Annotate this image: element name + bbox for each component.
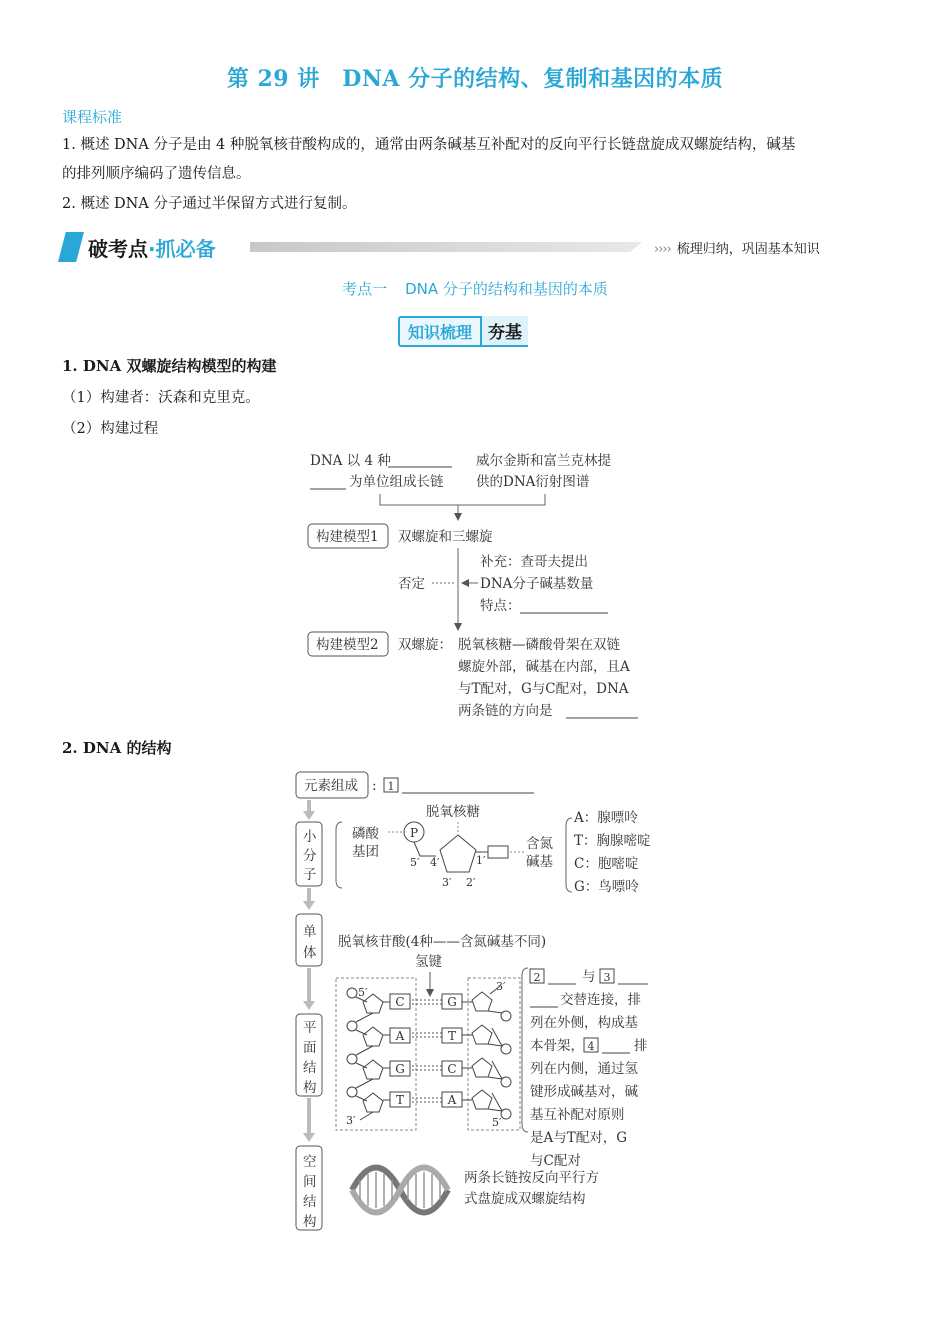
sugar-pentagon-icon — [440, 835, 476, 872]
right-base-2: T — [447, 1029, 457, 1043]
flow1-box1: 构建模型1 — [316, 529, 379, 545]
flow2-r4: 本骨架， — [530, 1038, 584, 1054]
flow2-sp1: 两条长链按反向平行方 — [464, 1170, 599, 1186]
flow2-p: P — [409, 826, 419, 840]
page-title: 第 29 讲 DNA 分子的结构、复制和基因的本质 — [226, 66, 724, 92]
svg-text:空: 空 — [303, 1154, 317, 1170]
flow1-d1: 脱氧核糖—磷酸骨架在双链 — [458, 637, 620, 653]
flow2-p1: 1′ — [476, 854, 486, 867]
standard-line-1: 1. 概述 DNA 分子是由 4 种脱氧核苷酸构成的，通常由两条碱基互补配对的反向平行长链盘旋成双螺旋结构，碱基 — [62, 137, 796, 153]
flow2-mono: 脱氧核苷酸(4种——含氮碱基不同) — [338, 934, 547, 950]
kaodian-number: 考点一 — [342, 280, 388, 298]
flow2-r3: 列在外侧，构成基 — [530, 1015, 638, 1031]
standard-line-2: 的排列顺序编码了遗传信息。 — [62, 166, 251, 182]
flow1-t2a: 威尔金斯和富兰克林提 — [476, 453, 611, 469]
right-base-1: G — [447, 995, 457, 1009]
standard-label: 课程标准 — [62, 108, 123, 126]
sugar-icon — [363, 1093, 383, 1112]
banner-arrows-icon: ›››› — [654, 242, 671, 257]
left-strand — [347, 988, 383, 1120]
flow2-p3: 3′ — [442, 876, 452, 889]
phosphate-icon — [347, 1021, 357, 1031]
s1-heading: 1. DNA 双螺旋结构模型的构建 — [62, 357, 277, 375]
left-base-4: T — [395, 1093, 405, 1107]
flow2-r8: 是A与T配对，G — [530, 1130, 628, 1146]
base-a: A：腺嘌呤 — [574, 810, 638, 826]
flow1-neg: 否定 — [398, 576, 425, 592]
svg-text:面: 面 — [303, 1040, 317, 1056]
flow1-t2b: 供的DNA衍射图谱 — [476, 474, 590, 490]
left-base-3: G — [395, 1062, 405, 1076]
svg-text:间: 间 — [303, 1174, 317, 1190]
svg-text:小: 小 — [303, 829, 317, 845]
banner-dot: · — [148, 237, 156, 261]
flow2-nb1: 含氮 — [526, 836, 553, 852]
svg-text:平: 平 — [303, 1020, 317, 1036]
flow2-nb2: 碱基 — [526, 854, 553, 870]
base-rect-icon — [488, 846, 508, 858]
svg-text:子: 子 — [303, 867, 317, 883]
flow1-sup3: 特点： — [480, 598, 521, 614]
phosphate-icon — [347, 1087, 357, 1097]
sugar-icon — [472, 1025, 492, 1044]
zhishi-rest: 夯基 — [482, 316, 528, 347]
flow2-r4b: 排 — [634, 1038, 648, 1054]
flow2-e3b: 3′ — [496, 980, 506, 993]
phosphate-icon — [501, 1109, 511, 1119]
sugar-icon — [472, 992, 492, 1011]
flow2-yu: 与 — [582, 969, 596, 985]
flow2-h: 氢键 — [415, 954, 442, 970]
flow1-t1a: DNA 以 4 种 — [310, 453, 391, 469]
flow1-m1: 双螺旋和三螺旋 — [398, 529, 493, 545]
flow2-n4: 4 — [587, 1040, 595, 1053]
flow2-r2: 交替连接，排 — [560, 992, 641, 1008]
flow2-r6: 键形成碱基对，碱 — [530, 1084, 638, 1100]
right-base-3: C — [447, 1062, 457, 1076]
kaodian-title: DNA 分子的结构和基因的本质 — [405, 280, 608, 298]
s1-item-1: （1）构建者：沃森和克里克。 — [62, 390, 260, 406]
banner-left-b: 抓必备 — [155, 237, 216, 261]
base-g: G：鸟嘌呤 — [574, 879, 639, 895]
banner-right-text: 梳理归纳，巩固基本知识 — [676, 242, 820, 257]
left-base-2: A — [395, 1029, 405, 1043]
flow1-sup2: DNA分子碱基数量 — [480, 576, 594, 592]
left-base-1: C — [395, 995, 405, 1009]
s1-item-2: （2）构建过程 — [62, 421, 159, 437]
sugar-icon — [363, 1060, 383, 1079]
phosphate-icon — [501, 1077, 511, 1087]
base-t: T：胸腺嘧啶 — [574, 833, 651, 849]
zhishi-box: 知识梳理 — [398, 316, 482, 347]
flow2-e5a: 5′ — [358, 986, 368, 999]
svg-text:结: 结 — [303, 1194, 317, 1210]
right-strand — [472, 986, 511, 1119]
flow1-m2: 双螺旋： — [398, 637, 452, 653]
flow2-pl1: 磷酸 — [352, 826, 379, 842]
flow2-n3: 3 — [603, 971, 611, 984]
flow2-r7: 基互补配对原则 — [530, 1107, 625, 1123]
flow2-e3a: 3′ — [346, 1114, 356, 1127]
sugar-icon — [472, 1058, 492, 1077]
flow1-d3: 与T配对，G与C配对，DNA — [458, 681, 629, 697]
flow2-l1: 元素组成 — [304, 778, 358, 794]
right-base-4: A — [447, 1093, 457, 1107]
svg-text:体: 体 — [303, 945, 317, 961]
flow1-t1b: 为单位组成长链 — [349, 474, 444, 490]
flow2-n2: 2 — [533, 971, 541, 984]
flow2-n1: 1 — [387, 780, 395, 793]
flow2-r9: 与C配对 — [530, 1153, 581, 1169]
phosphate-icon — [347, 1054, 357, 1064]
flow2-r5: 列在内侧，通过氢 — [530, 1061, 638, 1077]
banner-left-a: 破考点 — [88, 237, 148, 261]
flow2-p5: 5′ — [410, 856, 420, 869]
flow1 — [308, 452, 638, 719]
brace — [566, 818, 572, 892]
brace — [336, 822, 342, 888]
svg-text:分: 分 — [303, 848, 317, 864]
sugar-icon — [363, 1027, 383, 1046]
svg-text:构: 构 — [303, 1214, 317, 1230]
flow2-sp2: 式盘旋成双螺旋结构 — [464, 1191, 586, 1207]
flow2-sugar: 脱氧核糖 — [426, 804, 480, 820]
flow2-p2: 2′ — [466, 876, 476, 889]
brace — [522, 968, 528, 1132]
merge-bracket — [380, 494, 545, 505]
svg-text:单: 单 — [303, 924, 317, 940]
flow2-p4: 4′ — [430, 856, 440, 869]
flow2-e5b: 5′ — [492, 1116, 502, 1129]
phosphate-icon — [347, 988, 357, 998]
svg-text:构: 构 — [303, 1080, 317, 1096]
standard-line-3: 2. 概述 DNA 分子通过半保留方式进行复制。 — [62, 196, 357, 212]
double-helix-icon — [352, 1168, 448, 1213]
phosphate-icon — [501, 1044, 511, 1054]
flow1-box2: 构建模型2 — [316, 637, 379, 653]
left-bases — [383, 994, 410, 1107]
flow2-pl2: 基团 — [352, 844, 379, 860]
phosphate-icon — [501, 1011, 511, 1021]
base-c: C：胞嘧啶 — [574, 856, 639, 872]
flow1-sup1: 补充：查哥夫提出 — [480, 554, 588, 570]
sugar-icon — [472, 1090, 492, 1109]
s2-heading: 2. DNA 的结构 — [62, 739, 172, 757]
svg-text::: : — [372, 778, 377, 794]
flow1-d4: 两条链的方向是 — [458, 703, 553, 719]
flow1-d2: 螺旋外部，碱基在内部，且A — [458, 659, 630, 675]
svg-text:结: 结 — [303, 1060, 317, 1076]
